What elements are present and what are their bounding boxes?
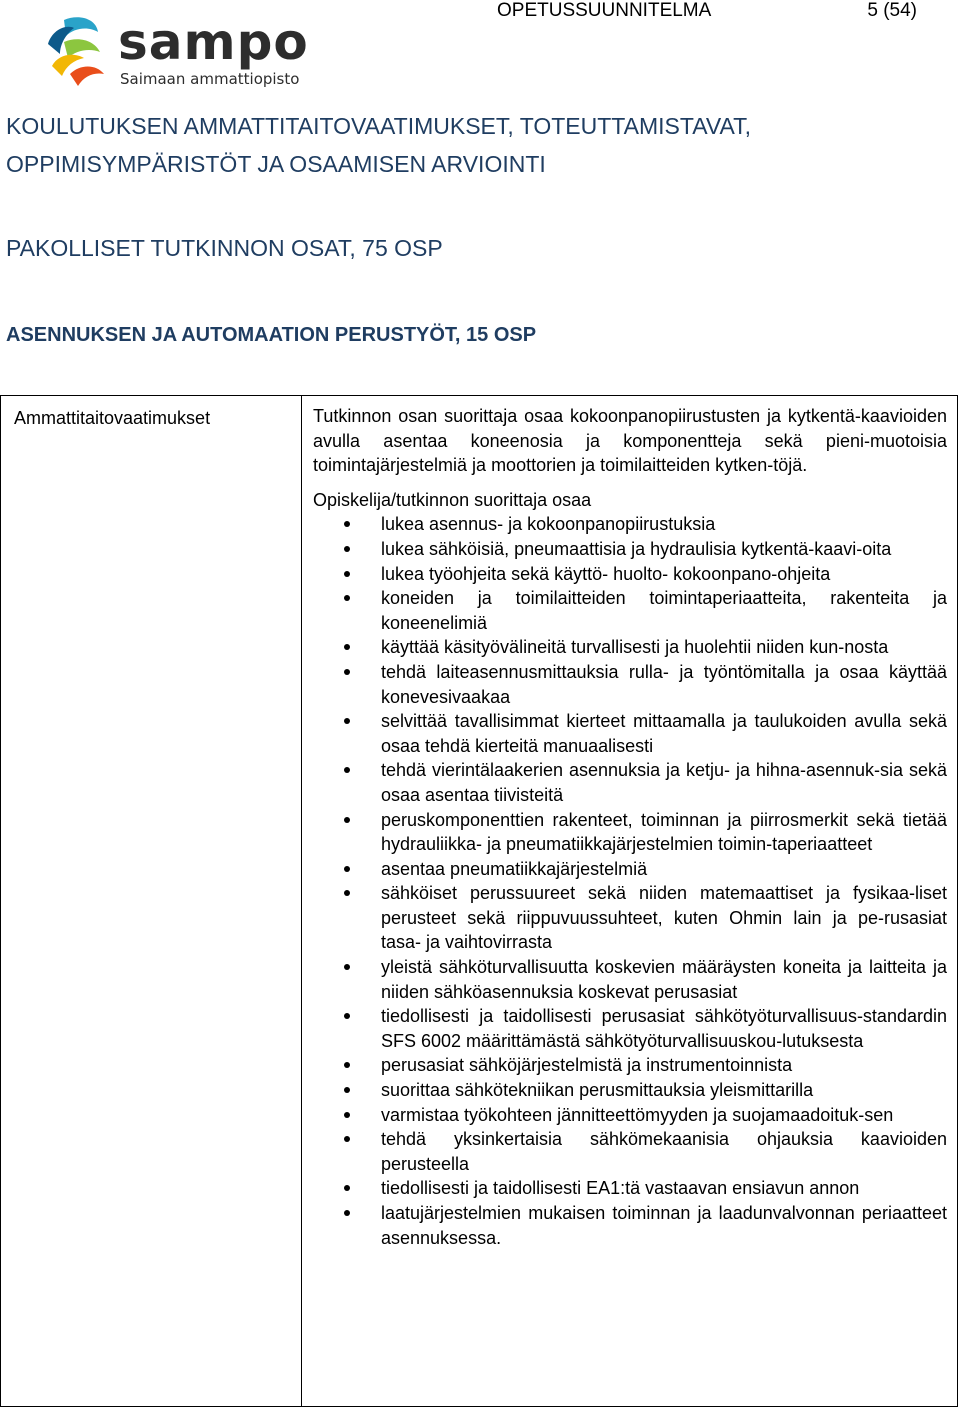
list-item xyxy=(313,1103,947,1128)
bullet-icon xyxy=(344,1136,350,1142)
requirements-table xyxy=(0,395,958,1407)
list-item-text: tehdä laiteasennusmittauksia rulla- ja työntömitalla ja osaa käyttää konevesivaakaa xyxy=(381,661,947,707)
list-item xyxy=(313,586,947,635)
list-item-text: suorittaa sähkötekniikan perusmittauksia yleismittarilla xyxy=(381,1080,814,1101)
list-item xyxy=(313,1078,947,1103)
list-item-text: tiedollisesti ja taidollisesti EA1:tä vastaavan ensiavun annon xyxy=(381,1178,860,1199)
sampo-logo xyxy=(44,14,314,94)
main-heading: KOULUTUKSEN AMMATTITAITOVAATIMUKSET, TOTEUTTAMISTAVAT, OPPIMISYMPÄRISTÖT JA OSAAMISEN ARVIOINTI xyxy=(6,113,752,177)
row-label: Ammattitaitovaatimukset xyxy=(14,408,211,428)
list-item-text: lukea työohjeita sekä käyttö- huolto- kokoonpano-ohjeita xyxy=(381,563,831,584)
list-item xyxy=(313,660,947,709)
list-item xyxy=(313,758,947,807)
bullet-icon xyxy=(344,1210,350,1216)
list-item-text: käyttää käsityövälineitä turvallisesti ja huolehtii niiden kun-nosta xyxy=(381,637,889,658)
list-item xyxy=(313,562,947,587)
list-item xyxy=(313,512,947,537)
list-item xyxy=(313,537,947,562)
page-header xyxy=(497,0,917,24)
list-item xyxy=(313,709,947,758)
list-item xyxy=(313,881,947,955)
section-heading: PAKOLLISET TUTKINNON OSAT, 75 OSP xyxy=(6,235,443,261)
bullet-icon xyxy=(344,1112,350,1118)
list-item xyxy=(313,1127,947,1176)
bullet-icon xyxy=(344,1087,350,1093)
list-item-text: lukea sähköisiä, pneumaattisia ja hydraulisia kytkentä-kaavi-oita xyxy=(381,538,892,559)
list-item-text: tehdä vierintälaakerien asennuksia ja ketju- ja hihna-asennuk-sia sekä osaa asentaa tiivisteitä xyxy=(381,760,947,805)
list-item xyxy=(313,1004,947,1053)
page-number: 5 (54) xyxy=(867,0,917,21)
list-item-text: varmistaa työkohteen jännitteettömyyden ja suojamaadoituk-sen xyxy=(381,1104,894,1125)
bullet-icon xyxy=(344,546,350,552)
subsection-heading: ASENNUKSEN JA AUTOMAATION PERUSTYÖT, 15 OSP xyxy=(6,324,537,346)
bullet-icon xyxy=(344,644,350,650)
intro-paragraph: Tutkinnon osan suorittaja osaa kokoonpanopiirustusten ja kytkentä-kaavioiden avulla asentaa koneenosia ja komponentteja sekä pieni-muotoisia toimintajärjestelmiä ja moottorien ja toimilaitteiden kytken-töjä. xyxy=(313,406,947,476)
list-item-text: lukea asennus- ja kokoonpanopiirustuksia xyxy=(381,514,716,535)
bullet-icon xyxy=(344,1062,350,1068)
list-item-text: koneiden ja toimilaitteiden toimintaperiaatteita, rakenteita ja koneenelimiä xyxy=(381,588,947,633)
bullet-icon xyxy=(344,521,350,527)
list-item-text: tiedollisesti ja taidollisesti perusasiat sähkötyöturvallisuus-standardin SFS 6002 määrittämästä sähkötyöturvallisuuskou-lutuksesta xyxy=(381,1006,947,1051)
list-item xyxy=(313,857,947,882)
requirements-list xyxy=(313,512,947,1250)
bullet-icon xyxy=(344,1013,350,1019)
bullet-icon xyxy=(344,718,350,724)
logo-subtitle: Saimaan ammattiopisto xyxy=(120,70,300,88)
bullet-icon xyxy=(344,571,350,577)
list-item-text: tehdä yksinkertaisia sähkömekaanisia ohjauksia kaavioiden perusteella xyxy=(381,1129,947,1174)
column-divider xyxy=(301,396,302,1406)
list-item-text: sähköiset perussuureet sekä niiden matemaattiset ja fysikaa-liset perusteet sekä riippuvuussuhteet, kuten Ohmin lain ja pe-rusasiat tasa- ja vaihtovirrasta xyxy=(381,883,947,953)
bullet-icon xyxy=(344,964,350,970)
list-item-text: asentaa pneumatiikkajärjestelmiä xyxy=(381,858,648,879)
bullet-icon xyxy=(344,767,350,773)
list-item xyxy=(313,1201,947,1250)
document-title: OPETUSSUUNNITELMA xyxy=(497,0,712,21)
bullet-icon xyxy=(344,817,350,823)
list-item-text: selvittää tavallisimmat kierteet mittaamalla ja taulukoiden avulla sekä osaa tehdä kierteitä manuaalisesti xyxy=(381,711,947,756)
sampo-logo-mark-icon xyxy=(44,14,116,92)
list-item-text: laatujärjestelmien mukaisen toiminnan ja laadunvalvonnan periaatteet asennuksessa. xyxy=(381,1203,947,1248)
list-item xyxy=(313,1176,947,1201)
bullet-icon xyxy=(344,669,350,675)
list-lead: Opiskelija/tutkinnon suorittaja osaa xyxy=(313,489,592,510)
list-item-text: yleistä sähköturvallisuutta koskevien määräysten koneita ja laitteita ja niiden sähköasennuksia koskevat perusasiat xyxy=(381,957,947,1002)
list-item xyxy=(313,955,947,1004)
list-item-text: peruskomponenttien rakenteet, toiminnan ja piirrosmerkit sekä tietää hydrauliikka- ja pneumatiikkajärjestelmien toimin-taperiaatteet xyxy=(381,809,947,855)
list-item xyxy=(313,808,947,857)
bullet-icon xyxy=(344,1185,350,1191)
bullet-icon xyxy=(344,595,350,601)
list-item xyxy=(313,635,947,660)
logo-wordmark: sampo xyxy=(118,13,309,71)
bullet-icon xyxy=(344,890,350,896)
bullet-icon xyxy=(344,866,350,872)
list-item-text: perusasiat sähköjärjestelmistä ja instrumentoinnista xyxy=(381,1055,793,1076)
requirements-cell xyxy=(313,404,947,1250)
list-item xyxy=(313,1053,947,1078)
